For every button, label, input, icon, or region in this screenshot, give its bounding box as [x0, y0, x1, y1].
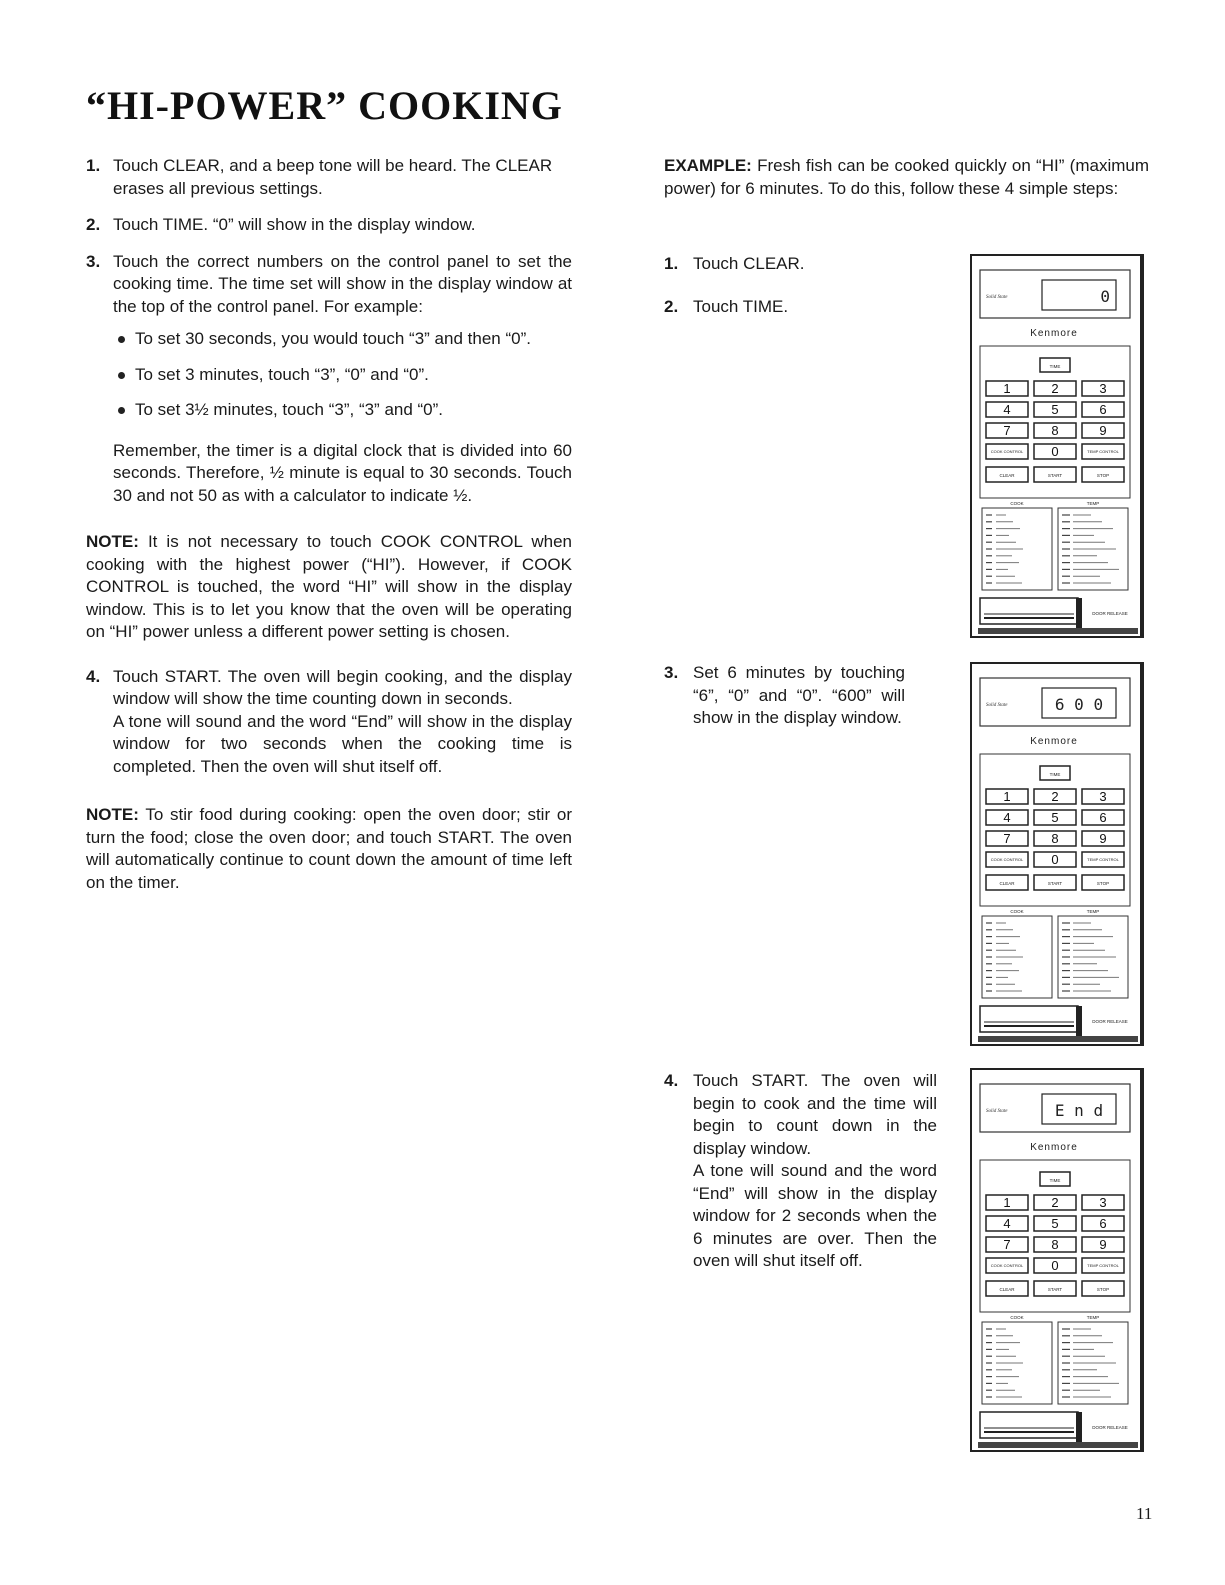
door-release-latch — [1076, 598, 1082, 628]
number-key-label: 3 — [1099, 789, 1107, 804]
step-number: 3. — [664, 663, 679, 682]
display-readout: E n d — [1054, 1101, 1104, 1120]
control-panel-illustration — [970, 662, 1145, 1046]
number-key-label: 1 — [1003, 789, 1011, 804]
note-text: It is not necessary to touch COOK CONTROL when cooking with the highest power (“HI”). However, if COOK CONTROL is touched, the word “HI” will show in the display window. This is to let you know that the oven will be operating on “HI” power unless a different power setting is chosen. — [86, 532, 572, 641]
note-label: NOTE: — [86, 532, 139, 551]
step-number: 3. — [86, 251, 101, 271]
control-panel-illustration — [970, 254, 1145, 638]
number-key-label: 2 — [1051, 789, 1059, 804]
brand-logo: Kenmore — [1030, 736, 1078, 747]
clear-key-label: CLEAR — [999, 473, 1015, 478]
step-text: Touch TIME. “0” will show in the display window. — [113, 215, 476, 234]
temp-control-label: TEMP CONTROL — [1087, 449, 1119, 454]
number-key-label: 1 — [1003, 381, 1011, 396]
step-number: 4. — [86, 666, 101, 686]
clear-key-label: CLEAR — [999, 1287, 1015, 1292]
number-key-label: 6 — [1099, 1216, 1107, 1231]
note-1 — [86, 531, 572, 644]
step-text-block — [693, 1070, 937, 1273]
door-release-label: DOOR RELEASE — [1092, 1425, 1128, 1430]
cook-control-label: COOK CONTROL — [990, 1263, 1024, 1268]
display-readout: 6 0 0 — [1054, 695, 1104, 714]
number-key-label: 2 — [1051, 381, 1059, 396]
door-release-latch — [1076, 1006, 1082, 1036]
number-key-label: 8 — [1051, 423, 1059, 438]
number-key-label: 9 — [1099, 831, 1107, 846]
note-2 — [86, 804, 572, 894]
temp-table-heading: TEMP — [1086, 909, 1100, 914]
time-key-label: TIME — [1049, 772, 1061, 777]
door-release-label: DOOR RELEASE — [1092, 611, 1128, 616]
stop-key-label: STOP — [1096, 881, 1110, 886]
note-text: To stir food during cooking: open the oven door; stir or turn the food; close the oven door; and touch START. The oven will automatically continue to count down the amount of time left on the timer. — [86, 805, 572, 892]
number-key-label: 0 — [1051, 1258, 1059, 1273]
step-text-continued: A tone will sound and the word “End” will show in the display window for 2 seconds when the 6 minutes are over. Then the oven will shut itself off. — [693, 1161, 937, 1270]
step-1 — [86, 155, 572, 200]
start-key-label: START — [1047, 473, 1063, 478]
number-key-label: 5 — [1051, 402, 1059, 417]
step-text-continued: A tone will sound and the word “End” will show in the display window for two seconds when the cooking time is completed. Then the oven will shut itself off. — [113, 711, 572, 776]
cook-table-heading: COOK — [1010, 1315, 1024, 1320]
temp-table-heading: TEMP — [1086, 1315, 1100, 1320]
number-key-label: 9 — [1099, 423, 1107, 438]
number-key-label: 8 — [1051, 831, 1059, 846]
step-number: 1. — [86, 156, 101, 175]
step-text: Touch the correct numbers on the control panel to set the cooking time. The time set will show in the display window at the top of the control panel. For example: — [113, 251, 572, 316]
left-column — [86, 155, 572, 894]
stop-key-label: STOP — [1096, 473, 1110, 478]
number-key-label: 4 — [1003, 1216, 1011, 1231]
step-text: Touch CLEAR, and a beep tone will be heard. The CLEAR erases all previous settings. — [113, 156, 553, 198]
stop-key-label: STOP — [1096, 1287, 1110, 1292]
number-key-label: 0 — [1051, 852, 1059, 867]
step-3 — [86, 251, 572, 508]
page-number: 11 — [1136, 1504, 1153, 1523]
brand-logo: Kenmore — [1030, 328, 1078, 339]
door-release-handle — [980, 1006, 1078, 1032]
step-number: 1. — [664, 254, 679, 273]
step-text: Touch START. The oven will begin to cook and the time will begin to count down in the display window. — [693, 1071, 937, 1158]
solid-state-label: Solid State — [986, 703, 1008, 708]
number-key-label: 6 — [1099, 810, 1107, 825]
number-key-label: 1 — [1003, 1195, 1011, 1210]
number-key-label: 5 — [1051, 1216, 1059, 1231]
time-key-label: TIME — [1049, 364, 1061, 369]
brand-logo: Kenmore — [1030, 1142, 1078, 1153]
temp-control-label: TEMP CONTROL — [1087, 857, 1119, 862]
door-release-handle — [980, 598, 1078, 624]
step-4 — [86, 666, 572, 779]
temp-table-heading: TEMP — [1086, 501, 1100, 506]
number-key-label: 6 — [1099, 402, 1107, 417]
number-key-label: 4 — [1003, 810, 1011, 825]
step-text: Set 6 minutes by touching “6”, “0” and “0”. “600” will show in the display window. — [693, 663, 905, 727]
temp-control-label: TEMP CONTROL — [1087, 1263, 1119, 1268]
bullet-item: To set 30 seconds, you would touch “3” and then “0”. — [113, 328, 572, 351]
start-key-label: START — [1047, 1287, 1063, 1292]
remember-paragraph: Remember, the timer is a digital clock that is divided into 60 seconds. Therefore, ½ minute is equal to 30 seconds. Touch 30 and not 50 as with a calculator to indicate ½. — [113, 440, 572, 505]
number-key-label: 7 — [1003, 1237, 1011, 1252]
cook-table-heading: COOK — [1010, 501, 1024, 506]
step-text: Touch CLEAR. — [693, 254, 805, 273]
step-text: Touch START. The oven will begin cooking, and the display window will show the time counting down in seconds. — [113, 666, 572, 708]
example-bullets — [113, 328, 572, 422]
control-panel-illustration — [970, 1068, 1145, 1452]
number-key-label: 3 — [1099, 381, 1107, 396]
step-text: Touch TIME. — [693, 297, 789, 316]
step-number: 2. — [664, 297, 679, 316]
bullet-item: To set 3½ minutes, touch “3”, “3” and “0”. — [113, 399, 572, 422]
number-key-label: 2 — [1051, 1195, 1059, 1210]
step-2 — [86, 214, 572, 237]
number-key-label: 7 — [1003, 423, 1011, 438]
cook-control-label: COOK CONTROL — [990, 857, 1024, 862]
cook-table-heading: COOK — [1010, 909, 1024, 914]
step-number: 4. — [664, 1071, 679, 1090]
clear-key-label: CLEAR — [999, 881, 1015, 886]
solid-state-label: Solid State — [986, 295, 1008, 300]
number-key-label: 3 — [1099, 1195, 1107, 1210]
panel-base — [978, 1036, 1138, 1042]
solid-state-label: Solid State — [986, 1109, 1008, 1114]
step-number: 2. — [86, 215, 101, 234]
example-text: Fresh fish can be cooked quickly on “HI” (maximum power) for 6 minutes. To do this, follow these 4 simple steps: — [664, 156, 1149, 198]
panel-base — [978, 1442, 1138, 1448]
number-key-label: 0 — [1051, 444, 1059, 459]
note-label: NOTE: — [86, 805, 139, 824]
number-key-label: 7 — [1003, 831, 1011, 846]
number-key-label: 5 — [1051, 810, 1059, 825]
start-key-label: START — [1047, 881, 1063, 886]
bullet-item: To set 3 minutes, touch “3”, “0” and “0”. — [113, 364, 572, 387]
page-title: “HI-POWER” COOKING — [86, 83, 563, 128]
door-release-label: DOOR RELEASE — [1092, 1019, 1128, 1024]
example-intro — [664, 155, 1149, 200]
time-key-label: TIME — [1049, 1178, 1061, 1183]
door-release-handle — [980, 1412, 1078, 1438]
number-key-label: 8 — [1051, 1237, 1059, 1252]
example-label: EXAMPLE: — [664, 156, 752, 175]
cook-control-label: COOK CONTROL — [990, 449, 1024, 454]
door-release-latch — [1076, 1412, 1082, 1442]
panel-base — [978, 628, 1138, 634]
number-key-label: 4 — [1003, 402, 1011, 417]
display-readout: 0 — [1100, 287, 1110, 306]
number-key-label: 9 — [1099, 1237, 1107, 1252]
